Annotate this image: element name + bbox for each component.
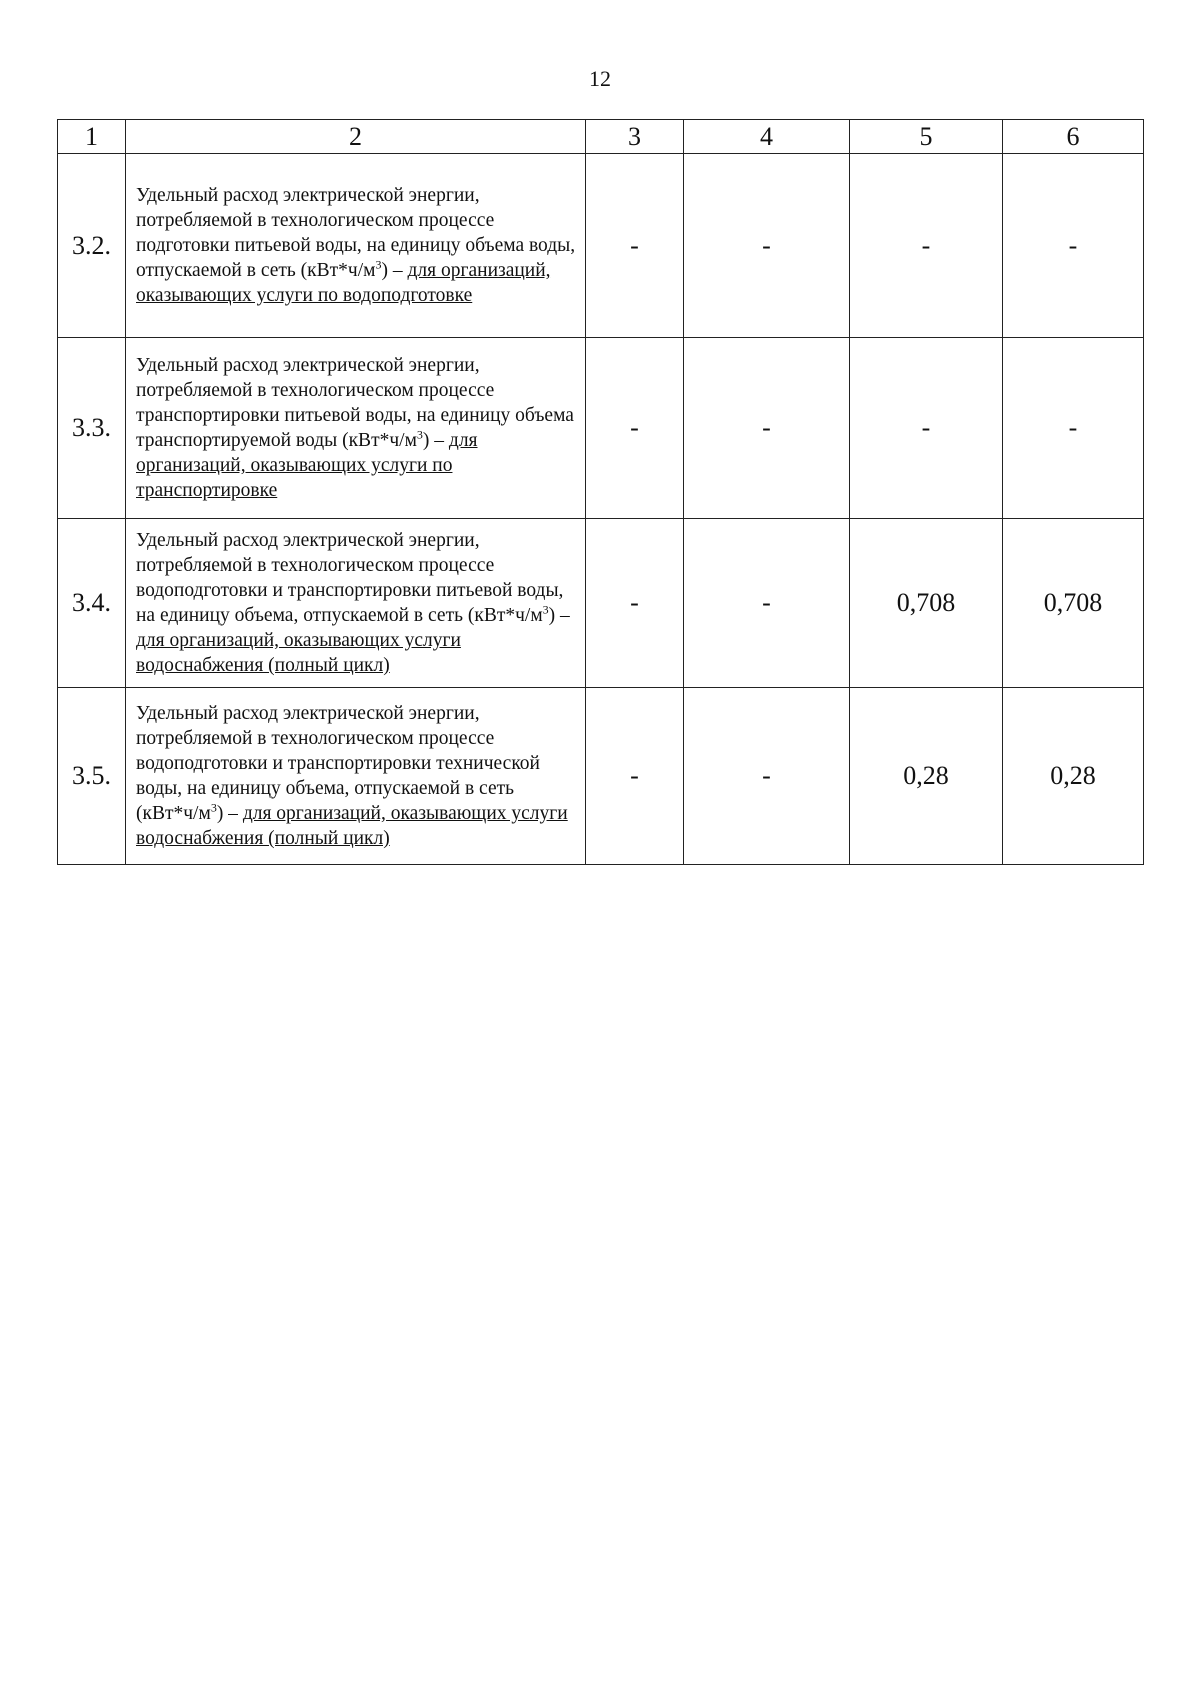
row-description (126, 519, 586, 688)
description-text: Удельный расход электрической энергии, потребляемой в технологическом процессе водоподготовки и транспортировки питьевой воды, на единицу объема, отпускаемой в сеть (кВт*ч/м (136, 530, 564, 626)
row-number: 3.2. (58, 154, 126, 338)
row-description (126, 688, 586, 865)
value-cell: - (850, 154, 1003, 338)
column-header: 1 (58, 120, 126, 154)
superscript: 3 (542, 602, 549, 617)
row-number: 3.4. (58, 519, 126, 688)
row-number: 3.5. (58, 688, 126, 865)
description-underlined-text: для организаций, оказывающих услуги водоснабжения (полный цикл) (136, 630, 461, 676)
description-text: Удельный расход электрической энергии, потребляемой в технологическом процессе транспортировки питьевой воды, на единицу объема транспортируемой воды (кВт*ч/м (136, 355, 574, 451)
superscript: 3 (416, 427, 423, 442)
value-cell: - (684, 338, 850, 519)
description-text: Удельный расход электрической энергии, потребляемой в технологическом процессе водоподготовки и транспортировки технической воды, на единицу объема, отпускаемой в сеть (кВт*ч/м (136, 703, 540, 824)
superscript: 3 (375, 257, 382, 272)
row-description (126, 154, 586, 338)
value-cell: 0,708 (1003, 519, 1144, 688)
description-text: Удельный расход электрической энергии, потребляемой в технологическом процессе подготовки питьевой воды, на единицу объема воды, отпускаемой в сеть (кВт*ч/м (136, 185, 576, 281)
table-header-row (58, 120, 1144, 154)
value-cell: - (586, 338, 684, 519)
value-cell: - (586, 519, 684, 688)
value-cell: 0,28 (850, 688, 1003, 865)
value-cell: - (684, 519, 850, 688)
row-description (126, 338, 586, 519)
description-underlined-text: для организаций, оказывающих услуги по транспортировке (136, 430, 478, 501)
value-cell: - (586, 154, 684, 338)
description-suffix: ) – (548, 605, 570, 626)
column-header: 5 (850, 120, 1003, 154)
description-underlined-text: для организаций, оказывающих услуги по водоподготовке (136, 260, 551, 306)
value-cell: - (1003, 338, 1144, 519)
description-suffix: ) – (422, 430, 449, 451)
column-header: 2 (126, 120, 586, 154)
value-cell: - (586, 688, 684, 865)
superscript: 3 (210, 800, 217, 815)
column-header: 3 (586, 120, 684, 154)
row-number: 3.3. (58, 338, 126, 519)
table-row (58, 154, 1144, 338)
value-cell: 0,28 (1003, 688, 1144, 865)
value-cell: - (850, 338, 1003, 519)
data-table (57, 119, 1144, 865)
column-header: 4 (684, 120, 850, 154)
description-suffix: ) – (216, 803, 243, 824)
description-underlined-text: для организаций, оказывающих услуги водоснабжения (полный цикл) (136, 803, 568, 849)
value-cell: - (684, 688, 850, 865)
table-row (58, 338, 1144, 519)
value-cell: 0,708 (850, 519, 1003, 688)
page-number: 12 (589, 66, 611, 91)
description-suffix: ) – (381, 260, 408, 281)
column-header: 6 (1003, 120, 1144, 154)
value-cell: - (684, 154, 850, 338)
table-row (58, 688, 1144, 865)
value-cell: - (1003, 154, 1144, 338)
table-row (58, 519, 1144, 688)
